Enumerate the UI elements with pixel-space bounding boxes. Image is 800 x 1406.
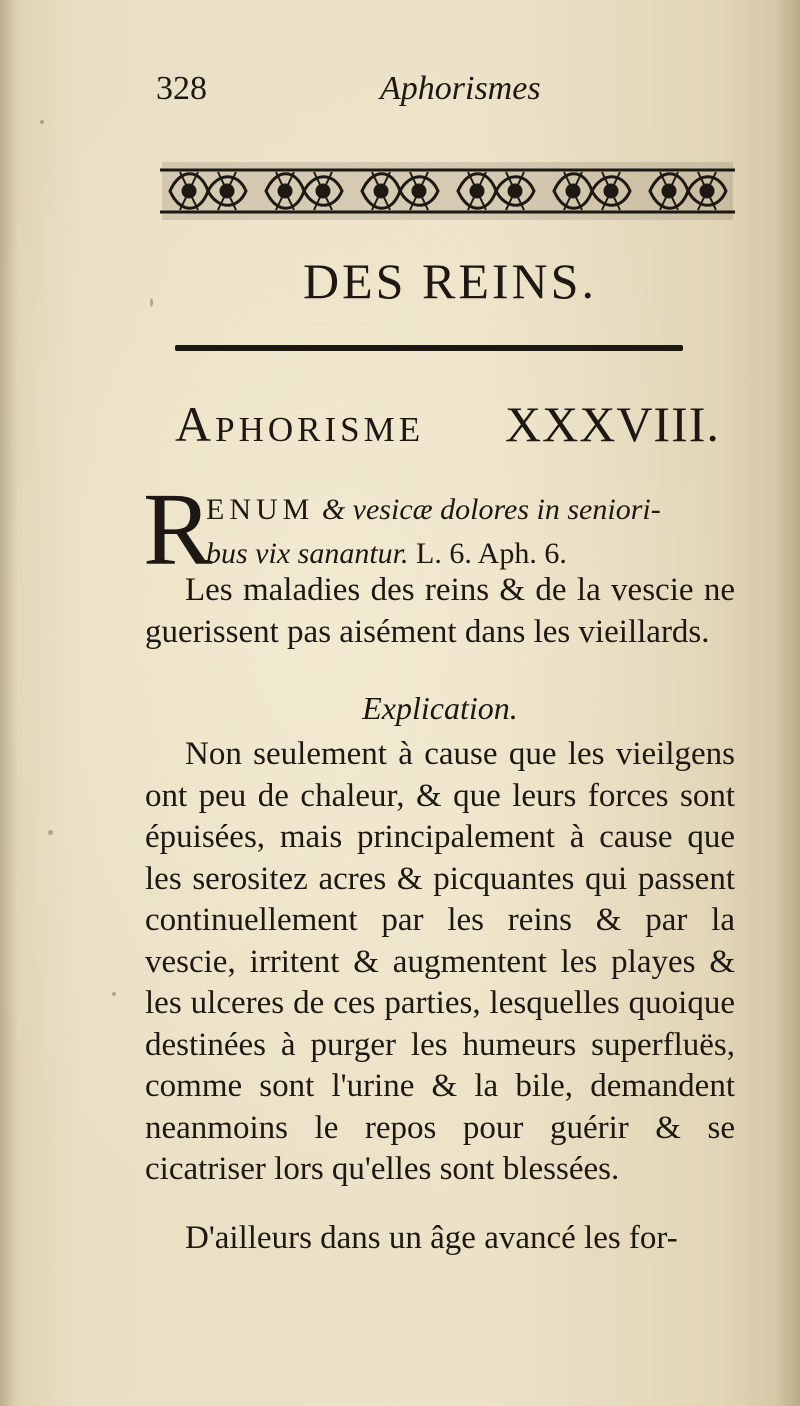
explication-paragraph-1: Non seulement à cause que les vieilgens ont peu de chaleur, & que leurs forces sont épuisées, mais principalement à cause que les serositez acres & picquantes qui passent continuellement par les reins & par la vescie, irritent & augmentent les playes & les ulceres de ces parties, lesquelles quoique destinées à purger les humeurs superfluës, comme sont l'urine & la bile, demandent neanmoins le repos pour guérir & se cicatriser lors qu'elles sont blessées.: [145, 736, 735, 1187]
explication-paragraph-2: D'ailleurs dans un âge avancé les for-: [185, 1220, 678, 1256]
section-title: DES REINS.: [303, 253, 597, 309]
latin-reference: L. 6. Aph. 6.: [416, 537, 567, 570]
aphorism-number: XXXVIII.: [505, 396, 720, 452]
drop-cap: R: [143, 472, 213, 587]
page-left-shadow: [0, 0, 18, 1406]
paper-speck: [40, 120, 44, 124]
latin-line2-text: bus vix sanantur.: [206, 537, 409, 570]
horizontal-rule: [175, 345, 683, 351]
translation-paragraph: Les maladies des reins & de la vescie ne guerissent pas aisément dans les vieillards.: [145, 572, 735, 650]
page-right-shadow: [776, 0, 800, 1406]
paper-speck: [150, 298, 153, 307]
latin-lead-caps: ENUM: [206, 493, 315, 526]
paper-speck: [112, 992, 116, 996]
aphorism-heading: [175, 395, 720, 453]
latin-text-line1: [206, 488, 746, 532]
running-head: Aphorismes: [380, 70, 541, 107]
ornamental-band-icon: [160, 160, 735, 222]
aphorism-word: Aphorisme: [175, 396, 425, 452]
latin-line1-rest: & vesicæ dolores in seniori-: [321, 493, 661, 526]
page-number: 328: [156, 70, 207, 107]
explication-heading: Explication.: [362, 690, 518, 726]
page-header: [150, 70, 710, 120]
paper-speck: [48, 830, 53, 835]
